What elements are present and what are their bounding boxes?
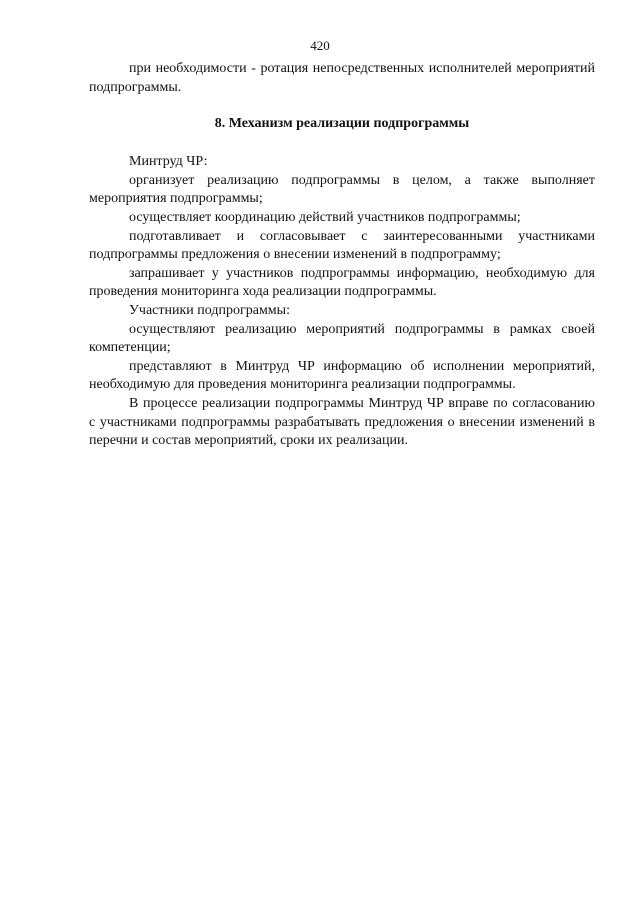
- paragraph-ministry-label: Минтруд ЧР:: [129, 154, 208, 170]
- top-paragraph: при необходимости - ротация непосредственных исполнителей мероприятий подпрограммы.: [89, 61, 595, 95]
- paragraph-ministry-organizes: организует реализацию подпрограммы в целом, а также выполняет мероприятия подпрограммы;: [89, 172, 595, 207]
- document-body: [89, 60, 595, 451]
- paragraph-ministry-coordinates: осуществляет координацию действий участников подпрограммы;: [129, 209, 521, 225]
- section-title: 8. Механизм реализации подпрограммы: [214, 116, 470, 132]
- paragraph-participants-label: Участники подпрограммы:: [129, 302, 290, 318]
- paragraph-participants-report: представляют в Минтруд ЧР информацию об исполнении мероприятий, необходимую для проведения мониторинга реализации подпрограммы.: [89, 358, 595, 393]
- paragraph-amendments: В процессе реализации подпрограммы Минтруд ЧР вправе по согласованию с участниками подпрограммы разрабатывать предложения о внесении изменений в перечни и состав мероприятий, сроки их реализации.: [89, 395, 595, 449]
- paragraph-ministry-requests: запрашивает у участников подпрограммы информацию, необходимую для проведения мониторинга хода реализации подпрограммы.: [89, 265, 595, 300]
- page-number: 420: [310, 38, 330, 53]
- paragraph-ministry-prepares: подготавливает и согласовывает с заинтересованными участниками подпрограммы предложения о внесении изменений в подпрограмму;: [89, 228, 595, 263]
- paragraph-participants-implement: осуществляют реализацию мероприятий подпрограммы в рамках своей компетенции;: [89, 321, 595, 356]
